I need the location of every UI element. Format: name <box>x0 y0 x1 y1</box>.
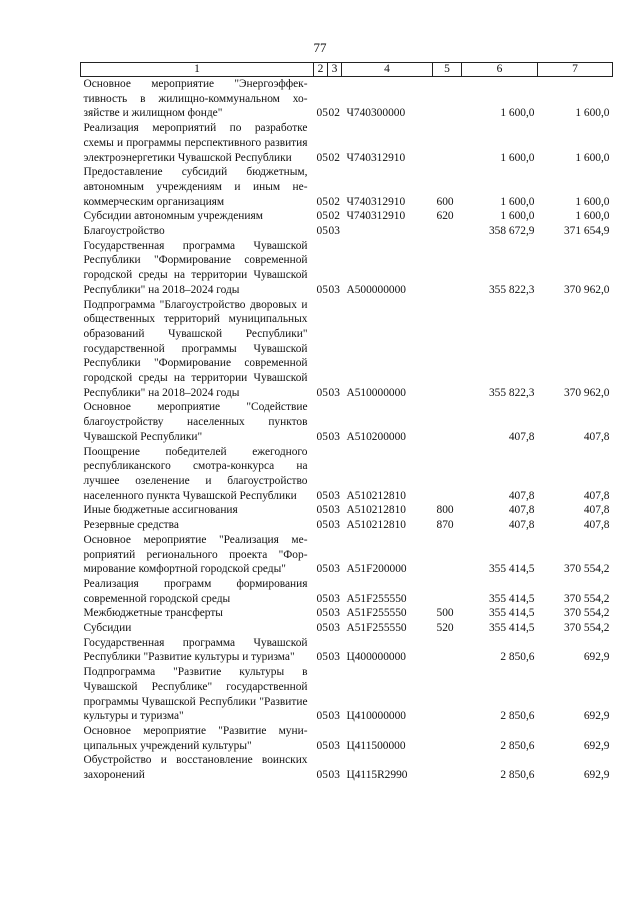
row-target-code: Ч740300000 <box>346 107 406 120</box>
row-amount-year2: 1 600,0 <box>575 210 610 223</box>
row-amount-year2: 692,9 <box>583 710 610 723</box>
row-amount-year1: 2 850,6 <box>500 769 535 782</box>
row-subsection: 03 <box>328 607 340 620</box>
row-subsection: 03 <box>328 710 340 723</box>
row-amount-year2: 692,9 <box>583 739 610 752</box>
row-subsection: 03 <box>328 769 340 782</box>
row-amount-year2: 370 554,2 <box>563 607 610 620</box>
row-name: Подпрограмма "Благоустройство дворовых и общественных территорий муниципальных образований Чувашской Республики" государственной программы Чувашской Республики "Формирование современной городской среды на территории Чувашской Республики" на 2018–2024 годы <box>83 298 308 399</box>
row-amount-year1: 355 822,3 <box>488 386 535 399</box>
row-name: Государственная программа Чувашской Республики "Формирование современной городской среды на территории Чувашской Республики" на 2018–2024 годы <box>83 239 308 296</box>
row-amount-year2: 407,8 <box>583 430 610 443</box>
row-amount-year1: 1 600,0 <box>500 107 535 120</box>
row-section: 05 <box>316 151 328 164</box>
row-target-code: А500000000 <box>346 283 406 296</box>
row-amount-year2: 1 600,0 <box>575 151 610 164</box>
row-amount-year1: 355 414,5 <box>488 607 535 620</box>
table-row <box>81 77 613 122</box>
row-name: Иные бюджетные ассигнования <box>83 504 238 517</box>
table-body <box>81 77 613 783</box>
row-expense-type <box>433 121 462 165</box>
table-row <box>81 239 613 298</box>
column-header: 1 <box>81 63 314 77</box>
row-section: 05 <box>316 210 328 223</box>
row-section: 05 <box>316 107 328 120</box>
row-amount-year2: 370 962,0 <box>563 386 610 399</box>
row-amount-year2: 370 554,2 <box>563 592 610 605</box>
row-amount-year1: 407,8 <box>508 519 535 532</box>
row-expense-type <box>433 298 462 401</box>
row-subsection: 03 <box>328 430 340 443</box>
row-target-code <box>342 224 433 239</box>
page-number: 77 <box>313 40 327 55</box>
row-name: Основное мероприятие "Развитие муниципальных учреждений культуры" <box>83 724 308 752</box>
row-target-code: Ц410000000 <box>346 710 406 723</box>
row-target-code: А51F200000 <box>346 563 407 576</box>
row-expense-type <box>433 400 462 444</box>
row-amount-year2: 692,9 <box>583 651 610 664</box>
row-target-code: Ц411500000 <box>346 739 406 752</box>
table-row <box>81 298 613 401</box>
row-subsection: 03 <box>328 283 340 296</box>
row-expense-type: 600 <box>436 195 454 208</box>
row-target-code: Ц4115R2990 <box>346 769 408 782</box>
row-subsection: 03 <box>328 386 340 399</box>
row-target-code: А510212810 <box>346 519 406 532</box>
row-amount-year1: 407,8 <box>508 489 535 502</box>
row-subsection: 03 <box>328 563 340 576</box>
column-header: 6 <box>462 63 538 77</box>
row-amount-year2: 1 600,0 <box>575 107 610 120</box>
row-name: Реализация программ формирования современной городской среды <box>83 577 308 605</box>
row-target-code: Ч740312910 <box>346 151 406 164</box>
row-amount-year1: 2 850,6 <box>500 710 535 723</box>
table-row <box>81 224 613 239</box>
row-subsection: 02 <box>328 195 340 208</box>
row-section: 05 <box>316 651 328 664</box>
table-row <box>81 503 613 518</box>
row-target-code: А510212810 <box>346 504 406 517</box>
row-section: 05 <box>316 489 328 502</box>
row-amount-year1: 1 600,0 <box>500 151 535 164</box>
row-subsection: 03 <box>328 651 340 664</box>
row-amount-year2: 407,8 <box>583 489 610 502</box>
row-subsection: 02 <box>328 151 340 164</box>
row-section: 05 <box>316 504 328 517</box>
row-amount-year2: 407,8 <box>583 504 610 517</box>
row-section: 05 <box>316 607 328 620</box>
row-amount-year2: 1 600,0 <box>575 195 610 208</box>
row-expense-type <box>433 77 462 122</box>
table-row <box>81 636 613 665</box>
row-subsection: 03 <box>328 489 340 502</box>
table-row <box>81 121 613 165</box>
row-section: 05 <box>316 386 328 399</box>
row-target-code: Ц400000000 <box>346 651 406 664</box>
row-expense-type: 520 <box>436 622 454 635</box>
row-subsection: 03 <box>328 739 340 752</box>
row-amount-year1: 407,8 <box>508 430 535 443</box>
row-expense-type <box>433 665 462 724</box>
row-amount-year1: 2 850,6 <box>500 739 535 752</box>
row-amount-year2: 371 654,9 <box>563 225 610 238</box>
row-name: Субсидии автономным учреждениям <box>83 210 263 223</box>
column-header: 7 <box>538 63 613 77</box>
row-expense-type: 800 <box>436 504 454 517</box>
row-name: Основное мероприятие "Реализация мероприятий регионального проекта "Формирование комфортной городской среды" <box>83 533 308 576</box>
column-header: 3 <box>328 63 342 77</box>
table-row <box>81 209 613 224</box>
table-row <box>81 665 613 724</box>
row-amount-year1: 355 414,5 <box>488 622 535 635</box>
row-target-code: Ч740312910 <box>346 210 406 223</box>
row-expense-type <box>433 724 462 753</box>
row-expense-type <box>433 239 462 298</box>
row-expense-type <box>433 753 462 782</box>
table-row <box>81 533 613 577</box>
table-row <box>81 445 613 504</box>
row-name: Субсидии <box>83 622 132 635</box>
row-amount-year1: 355 414,5 <box>488 592 535 605</box>
row-name: Реализация мероприятий по разработке схемы и программы перспективного развития электроэнергетики Чувашской Республики <box>83 122 308 164</box>
row-subsection: 03 <box>328 519 340 532</box>
table-row <box>81 165 613 209</box>
row-amount-year1: 355 822,3 <box>488 283 535 296</box>
row-amount-year1: 1 600,0 <box>500 195 535 208</box>
table-row <box>81 606 613 621</box>
row-section: 05 <box>316 592 328 605</box>
row-target-code: А51F255550 <box>346 607 407 620</box>
row-subsection: 02 <box>328 210 340 223</box>
row-amount-year2: 407,8 <box>583 519 610 532</box>
row-name: Поощрение победителей ежегодного республиканского смотра-конкурса на лучшее озеленение и благоустройство населенного пункта Чувашской Республики <box>83 445 308 502</box>
row-amount-year1: 1 600,0 <box>500 210 535 223</box>
row-section: 05 <box>316 519 328 532</box>
row-amount-year2: 370 554,2 <box>563 563 610 576</box>
row-section: 05 <box>316 769 328 782</box>
row-name: Подпрограмма "Развитие культуры в Чувашской Республике" государственной программы Чувашской Республики "Развитие культуры и туризма" <box>83 666 308 723</box>
row-subsection: 03 <box>328 504 340 517</box>
row-section: 05 <box>316 430 328 443</box>
column-header: 2 <box>314 63 328 77</box>
budget-table <box>80 62 613 783</box>
row-section: 05 <box>316 195 328 208</box>
row-name: Благоустройство <box>83 225 165 238</box>
row-expense-type: 870 <box>436 519 454 532</box>
row-amount-year1: 407,8 <box>508 504 535 517</box>
table-row <box>81 621 613 636</box>
row-subsection: 03 <box>328 592 340 605</box>
row-amount-year1: 358 672,9 <box>488 225 535 238</box>
row-expense-type: 500 <box>436 607 454 620</box>
row-expense-type <box>433 224 462 239</box>
row-target-code: Ч740312910 <box>346 195 406 208</box>
table-row <box>81 400 613 444</box>
row-target-code: А510200000 <box>346 430 406 443</box>
table-row <box>81 518 613 533</box>
row-subsection: 03 <box>328 225 340 238</box>
table-row <box>81 577 613 606</box>
row-amount-year1: 2 850,6 <box>500 651 535 664</box>
row-target-code: А510212810 <box>346 489 406 502</box>
column-header: 5 <box>433 63 462 77</box>
row-name: Обустройство и восстановление воинских захоронений <box>83 754 308 782</box>
row-section: 05 <box>316 225 328 238</box>
row-expense-type: 620 <box>436 210 454 223</box>
row-expense-type <box>433 445 462 504</box>
row-amount-year1: 355 414,5 <box>488 563 535 576</box>
column-header: 4 <box>342 63 433 77</box>
row-name: Резервные средства <box>83 519 179 532</box>
row-name: Предоставление субсидий бюджетным, автономным учреждениям и иным некоммерческим организациям <box>83 166 308 208</box>
row-name: Основное мероприятие "Содействие благоустройству населенных пунктов Чувашской Республики" <box>83 401 308 443</box>
row-section: 05 <box>316 710 328 723</box>
row-amount-year2: 692,9 <box>583 769 610 782</box>
row-section: 05 <box>316 563 328 576</box>
row-expense-type <box>433 636 462 665</box>
row-amount-year2: 370 962,0 <box>563 283 610 296</box>
row-name: Основное мероприятие "Энергоэффективность в жилищно-коммунальном хозяйстве и жилищном фонде" <box>83 78 308 120</box>
row-subsection: 03 <box>328 622 340 635</box>
row-target-code: А51F255550 <box>346 622 407 635</box>
row-section: 05 <box>316 739 328 752</box>
row-target-code: А51F255550 <box>346 592 407 605</box>
row-section: 05 <box>316 622 328 635</box>
row-name: Межбюджетные трансферты <box>83 607 223 620</box>
row-section: 05 <box>316 283 328 296</box>
row-expense-type <box>433 533 462 577</box>
table-row <box>81 724 613 753</box>
row-expense-type <box>433 577 462 606</box>
row-name: Государственная программа Чувашской Республики "Развитие культуры и туризма" <box>83 636 308 664</box>
row-amount-year2: 370 554,2 <box>563 622 610 635</box>
row-subsection: 02 <box>328 107 340 120</box>
header-row <box>81 63 613 77</box>
row-target-code: А510000000 <box>346 386 406 399</box>
table-row <box>81 753 613 782</box>
